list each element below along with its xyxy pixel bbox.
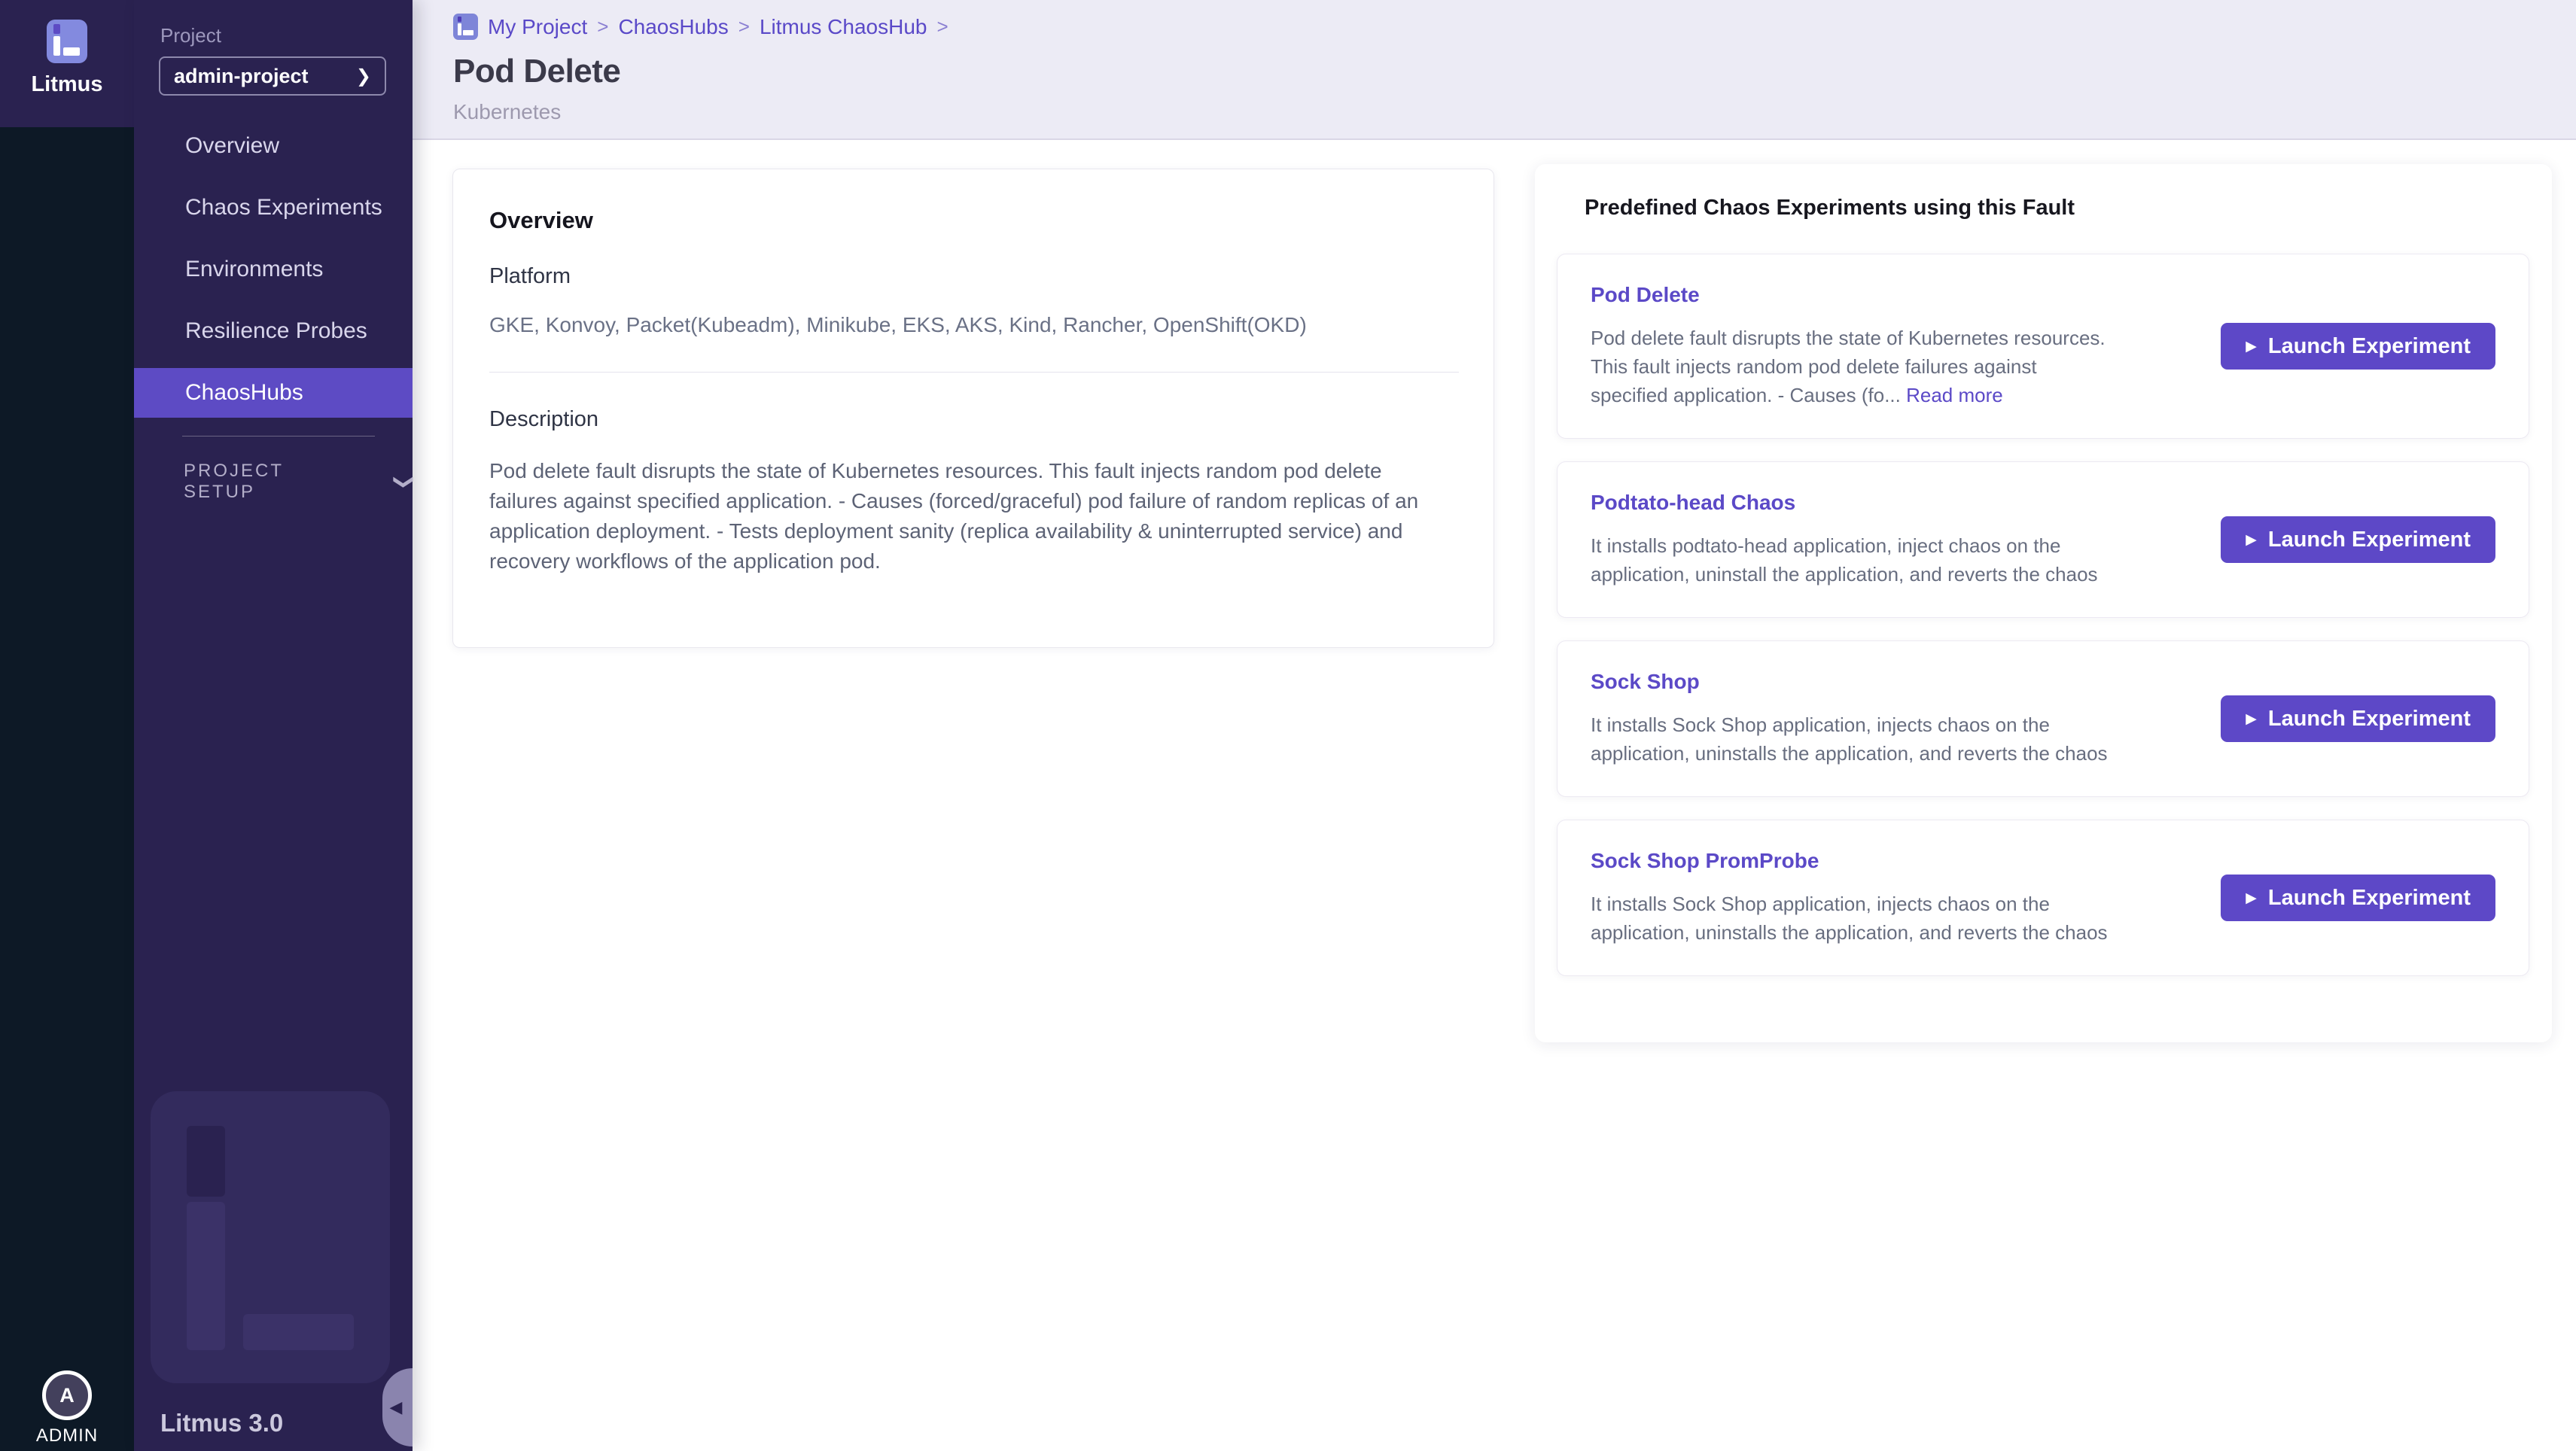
experiment-title[interactable]: Sock Shop PromProbe [1591,849,1819,872]
logo-stem [53,36,60,56]
experiment-info [1591,670,2114,768]
content-area [413,140,2576,1451]
litmus-logo-icon[interactable] [47,20,87,63]
experiment-description: It installs Sock Shop application, injects chaos on the application, uninstalls the application, and reverts the chaos [1591,713,2108,765]
description-label: Description [489,407,599,431]
page-header [413,0,2576,140]
fault-description: Pod delete fault disrupts the state of Kubernetes resources. This fault injects random pod delete failures against specified application. - Causes (forced/graceful) pod failure of random replicas of an application deployment. - Tests deployment sanity (replica availability & uninterrupted service) and recovery workflows of the application pod. [489,459,1419,573]
launch-button-label: Launch Experiment [2267,885,2471,910]
main-area [413,0,2576,1451]
launch-experiment-button[interactable] [2221,875,2495,921]
sidebar-item-chaoshubs[interactable]: ChaosHubs [134,368,413,418]
project-select-value: admin-project [174,64,309,87]
play-icon: ▶ [2246,710,2257,727]
breadcrumb-separator: > [936,15,948,38]
project-label: Project [160,24,221,47]
logo-dot [53,24,60,34]
launch-experiment-button[interactable] [2221,695,2495,742]
play-icon: ▶ [2246,531,2257,548]
sidebar-nav [134,121,413,418]
overview-title: Overview [489,207,593,233]
crumb-logo-foot [463,30,473,35]
launch-button-label: Launch Experiment [2267,333,2471,358]
platform-value: GKE, Konvoy, Packet(Kubeadm), Minikube, EKS, AKS, Kind, Rancher, OpenShift(OKD) [489,313,1307,336]
overview-divider [489,372,1459,373]
page-title: Pod Delete [453,53,621,90]
litmus-watermark-logo [151,1091,390,1383]
crumb-logo-stem [458,23,461,35]
launch-button-label: Launch Experiment [2267,706,2471,731]
overview-card [452,169,1494,648]
breadcrumb [453,0,2576,40]
crumb-logo-dot [458,17,461,23]
experiment-card-pod-delete [1557,254,2529,439]
project-select[interactable] [159,56,386,96]
experiment-description [1591,324,2114,409]
experiment-description: It installs podtato-head application, inject chaos on the application, uninstall the application, and reverts the chaos [1591,534,2098,586]
sidebar-item-overview[interactable]: Overview [185,133,280,158]
project-setup-label: PROJECT SETUP [184,461,284,502]
platform-label: Platform [489,264,571,288]
play-icon: ▶ [2246,890,2257,906]
experiment-description: It installs Sock Shop application, injects chaos on the application, uninstalls the application, and reverts the chaos [1591,893,2108,944]
experiment-card-podtato-head [1557,461,2529,618]
experiment-card-sock-shop [1557,640,2529,797]
avatar-role-label: ADMIN [35,1425,99,1446]
brand-label: Litmus [31,72,103,96]
project-setup-toggle[interactable] [184,461,416,503]
chevron-right-icon: ❯ [355,65,371,87]
breadcrumb-link-chaoshubs[interactable]: ChaosHubs [618,14,729,38]
experiment-title[interactable]: Pod Delete [1591,283,1700,306]
sidebar-item-chaos-experiments[interactable]: Chaos Experiments [185,195,382,220]
sidebar-item-environments[interactable]: Environments [185,257,324,281]
watermark-dot [187,1126,225,1197]
breadcrumb-link-my-project[interactable]: My Project [488,14,588,38]
watermark-stem [187,1202,225,1350]
experiment-title[interactable]: Podtato-head Chaos [1591,491,1796,514]
breadcrumb-link-litmus-chaoshub[interactable]: Litmus ChaosHub [759,14,927,38]
breadcrumb-logo-icon[interactable] [453,14,478,40]
page-subtitle: Kubernetes [453,100,562,123]
sidebar [134,0,416,1451]
experiment-title[interactable]: Sock Shop [1591,670,1700,693]
experiment-description-text: Pod delete fault disrupts the state of Kubernetes resources. This fault injects random pod delete failures against specified application. - Causes (fo... [1591,327,2106,406]
sidebar-item-resilience-probes[interactable]: Resilience Probes [185,318,367,343]
launch-experiment-button[interactable] [2221,323,2495,370]
user-avatar[interactable] [0,1370,134,1446]
watermark-foot [243,1314,354,1350]
experiment-info [1591,849,2114,947]
breadcrumb-separator: > [597,15,609,38]
rail-brand-block [0,0,134,127]
launch-button-label: Launch Experiment [2267,527,2471,552]
version-label: Litmus 3.0 [160,1409,284,1437]
chevron-down-icon: ❯ [393,473,416,490]
panel-title: Predefined Chaos Experiments using this Fault [1585,196,2075,220]
sidebar-divider [182,436,375,437]
experiment-card-sock-shop-promprobe [1557,820,2529,976]
avatar-initial: A [59,1383,75,1407]
collapse-arrow-icon: ◀ [389,1398,403,1416]
read-more-link[interactable]: Read more [1906,384,2003,406]
predefined-experiments-panel [1535,164,2552,1042]
logo-foot [63,47,81,55]
left-rail [0,0,134,1451]
launch-experiment-button[interactable] [2221,516,2495,563]
play-icon: ▶ [2246,338,2257,354]
breadcrumb-separator: > [738,15,750,38]
experiment-info [1591,283,2114,409]
avatar-circle [42,1370,92,1420]
experiment-info [1591,491,2114,589]
sidebar-collapse-handle[interactable] [382,1368,413,1446]
